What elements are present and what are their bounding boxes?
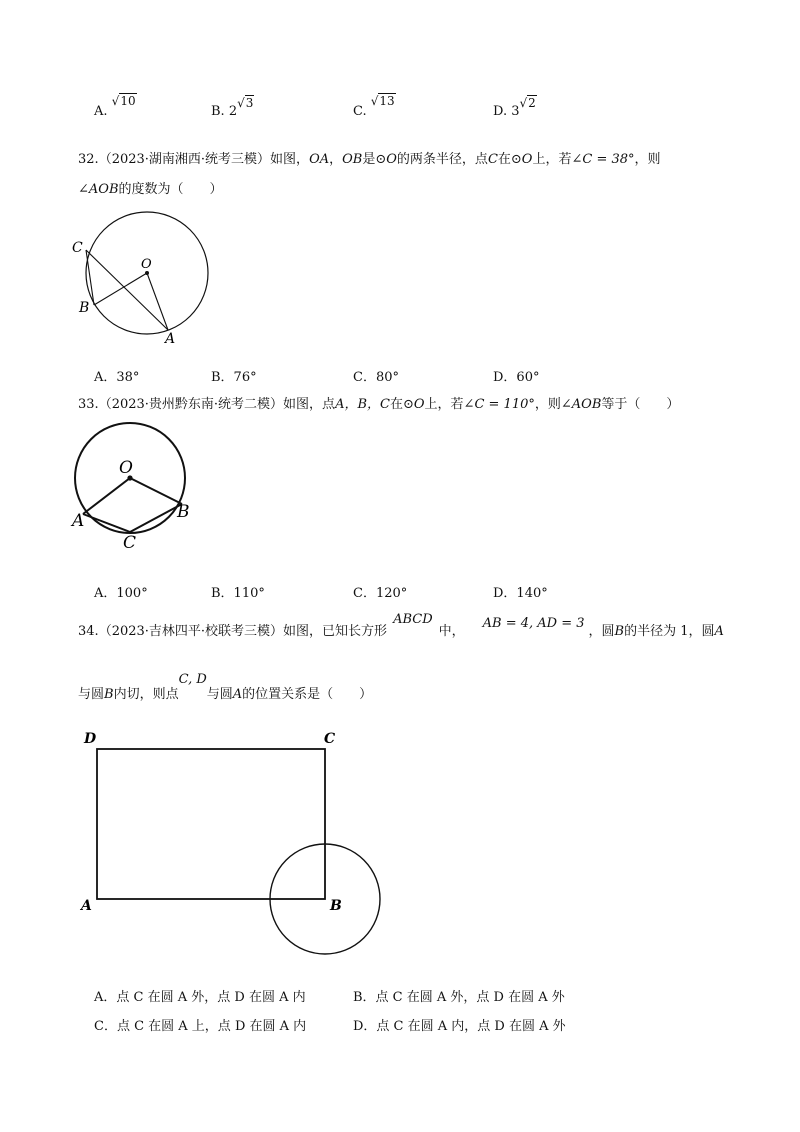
q34-stem-line1: 34.（2023·吉林四平·校联考三模）如图，已知长方形ABCD中，AB = 4, AD = 3，圆B的半径为 1，圆A [78, 612, 724, 639]
q34-option-d[interactable]: D．点 C 在圆 A 内，点 D 在圆 A 外 [353, 1019, 566, 1034]
q32-label-c: C [72, 240, 83, 256]
q31-option-b[interactable]: B. 2√3 [211, 96, 254, 119]
q32-option-b[interactable]: B．76° [211, 370, 257, 385]
q34-figure [76, 728, 396, 964]
q33-label-b: B [177, 502, 190, 522]
q31-option-a[interactable]: A. √10 [94, 94, 136, 119]
q33-label-a: A [72, 511, 85, 531]
q34-label-c: C [324, 731, 336, 747]
q34-option-a[interactable]: A．点 C 在圆 A 外，点 D 在圆 A 内 [94, 990, 306, 1005]
q32-label-a: A [165, 331, 176, 347]
q34-stem-line2: 与圆B内切，则点C, D与圆A的位置关系是（ ） [78, 672, 373, 702]
q34-option-b[interactable]: B．点 C 在圆 A 外，点 D 在圆 A 外 [353, 990, 565, 1005]
q32-options [0, 366, 800, 390]
q31-option-c[interactable]: C. √13 [353, 94, 395, 119]
q32-option-a[interactable]: A．38° [94, 370, 140, 385]
q34-label-d: D [84, 731, 97, 747]
q32-figure [70, 210, 220, 350]
q32-stem-line2: ∠AOB的度数为（ ） [78, 182, 223, 197]
q33-figure [66, 420, 206, 555]
q34-options-row2 [0, 1015, 800, 1039]
q32-option-d[interactable]: D．60° [493, 370, 540, 385]
q33-label-c: C [123, 533, 137, 553]
q34-option-c[interactable]: C．点 C 在圆 A 上，点 D 在圆 A 内 [94, 1019, 307, 1034]
q33-option-b[interactable]: B．110° [211, 586, 265, 601]
q33-label-o: O [119, 458, 133, 478]
q33-option-d[interactable]: D．140° [493, 586, 548, 601]
q33-option-a[interactable]: A．100° [94, 586, 148, 601]
q34-options-row1 [0, 986, 800, 1010]
q33-stem: 33.（2023·贵州黔东南·统考二模）如图，点A，B，C在⊙O上，若∠C = 110°，则∠AOB等于（ ） [78, 397, 680, 412]
q33-options [0, 582, 800, 606]
q32-label-o: O [141, 257, 152, 272]
q32-stem-line1: 32.（2023·湖南湘西·统考三模）如图，OA，OB是⊙O的两条半径，点C在⊙O上，若∠C = 38°，则 [78, 152, 661, 167]
q32-label-b: B [79, 300, 90, 316]
q34-label-b: B [330, 898, 342, 914]
q34-label-a: A [81, 898, 92, 914]
q32-option-c[interactable]: C．80° [353, 370, 399, 385]
q31-option-d[interactable]: D. 3√2 [493, 96, 536, 119]
q31-options [0, 94, 800, 128]
q33-option-c[interactable]: C．120° [353, 586, 408, 601]
